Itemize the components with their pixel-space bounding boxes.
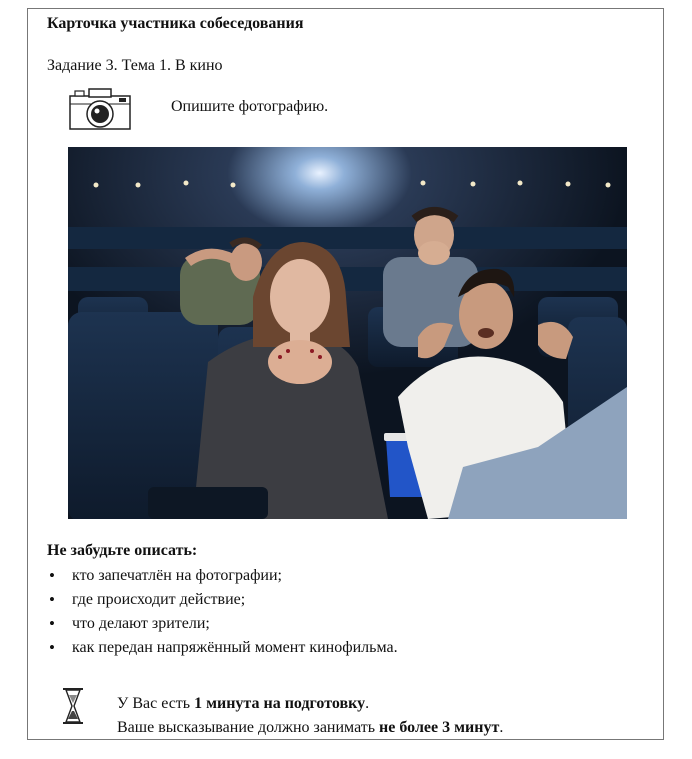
- answer-time-value: не более 3 минут: [379, 719, 500, 736]
- participant-card: [27, 8, 664, 740]
- time-notice: [117, 692, 503, 740]
- answer-time-line: Ваше высказывание должно занимать не более 3 минут.: [117, 719, 504, 736]
- task-line: Задание 3. Тема 1. В кино: [47, 57, 223, 74]
- list-item: • что делают зрители;: [47, 613, 398, 637]
- list-item: • как передан напряжённый момент кинофильма.: [47, 637, 398, 661]
- list-item: • где происходит действие;: [47, 589, 398, 613]
- description-points-list: [47, 565, 398, 661]
- prep-time-line: У Вас есть 1 минута на подготовку.: [117, 695, 370, 712]
- instruction-text: Опишите фотографию.: [171, 98, 329, 115]
- camera-icon: [67, 85, 133, 131]
- cinema-audience-photo: [68, 147, 627, 519]
- list-item: • кто запечатлён на фотографии;: [47, 565, 398, 589]
- card-title: Карточка участника собеседования: [47, 15, 304, 32]
- hourglass-icon: [62, 687, 84, 725]
- remember-heading: Не забудьте описать:: [47, 542, 198, 559]
- prep-time-value: 1 минута на подготовку: [194, 695, 366, 712]
